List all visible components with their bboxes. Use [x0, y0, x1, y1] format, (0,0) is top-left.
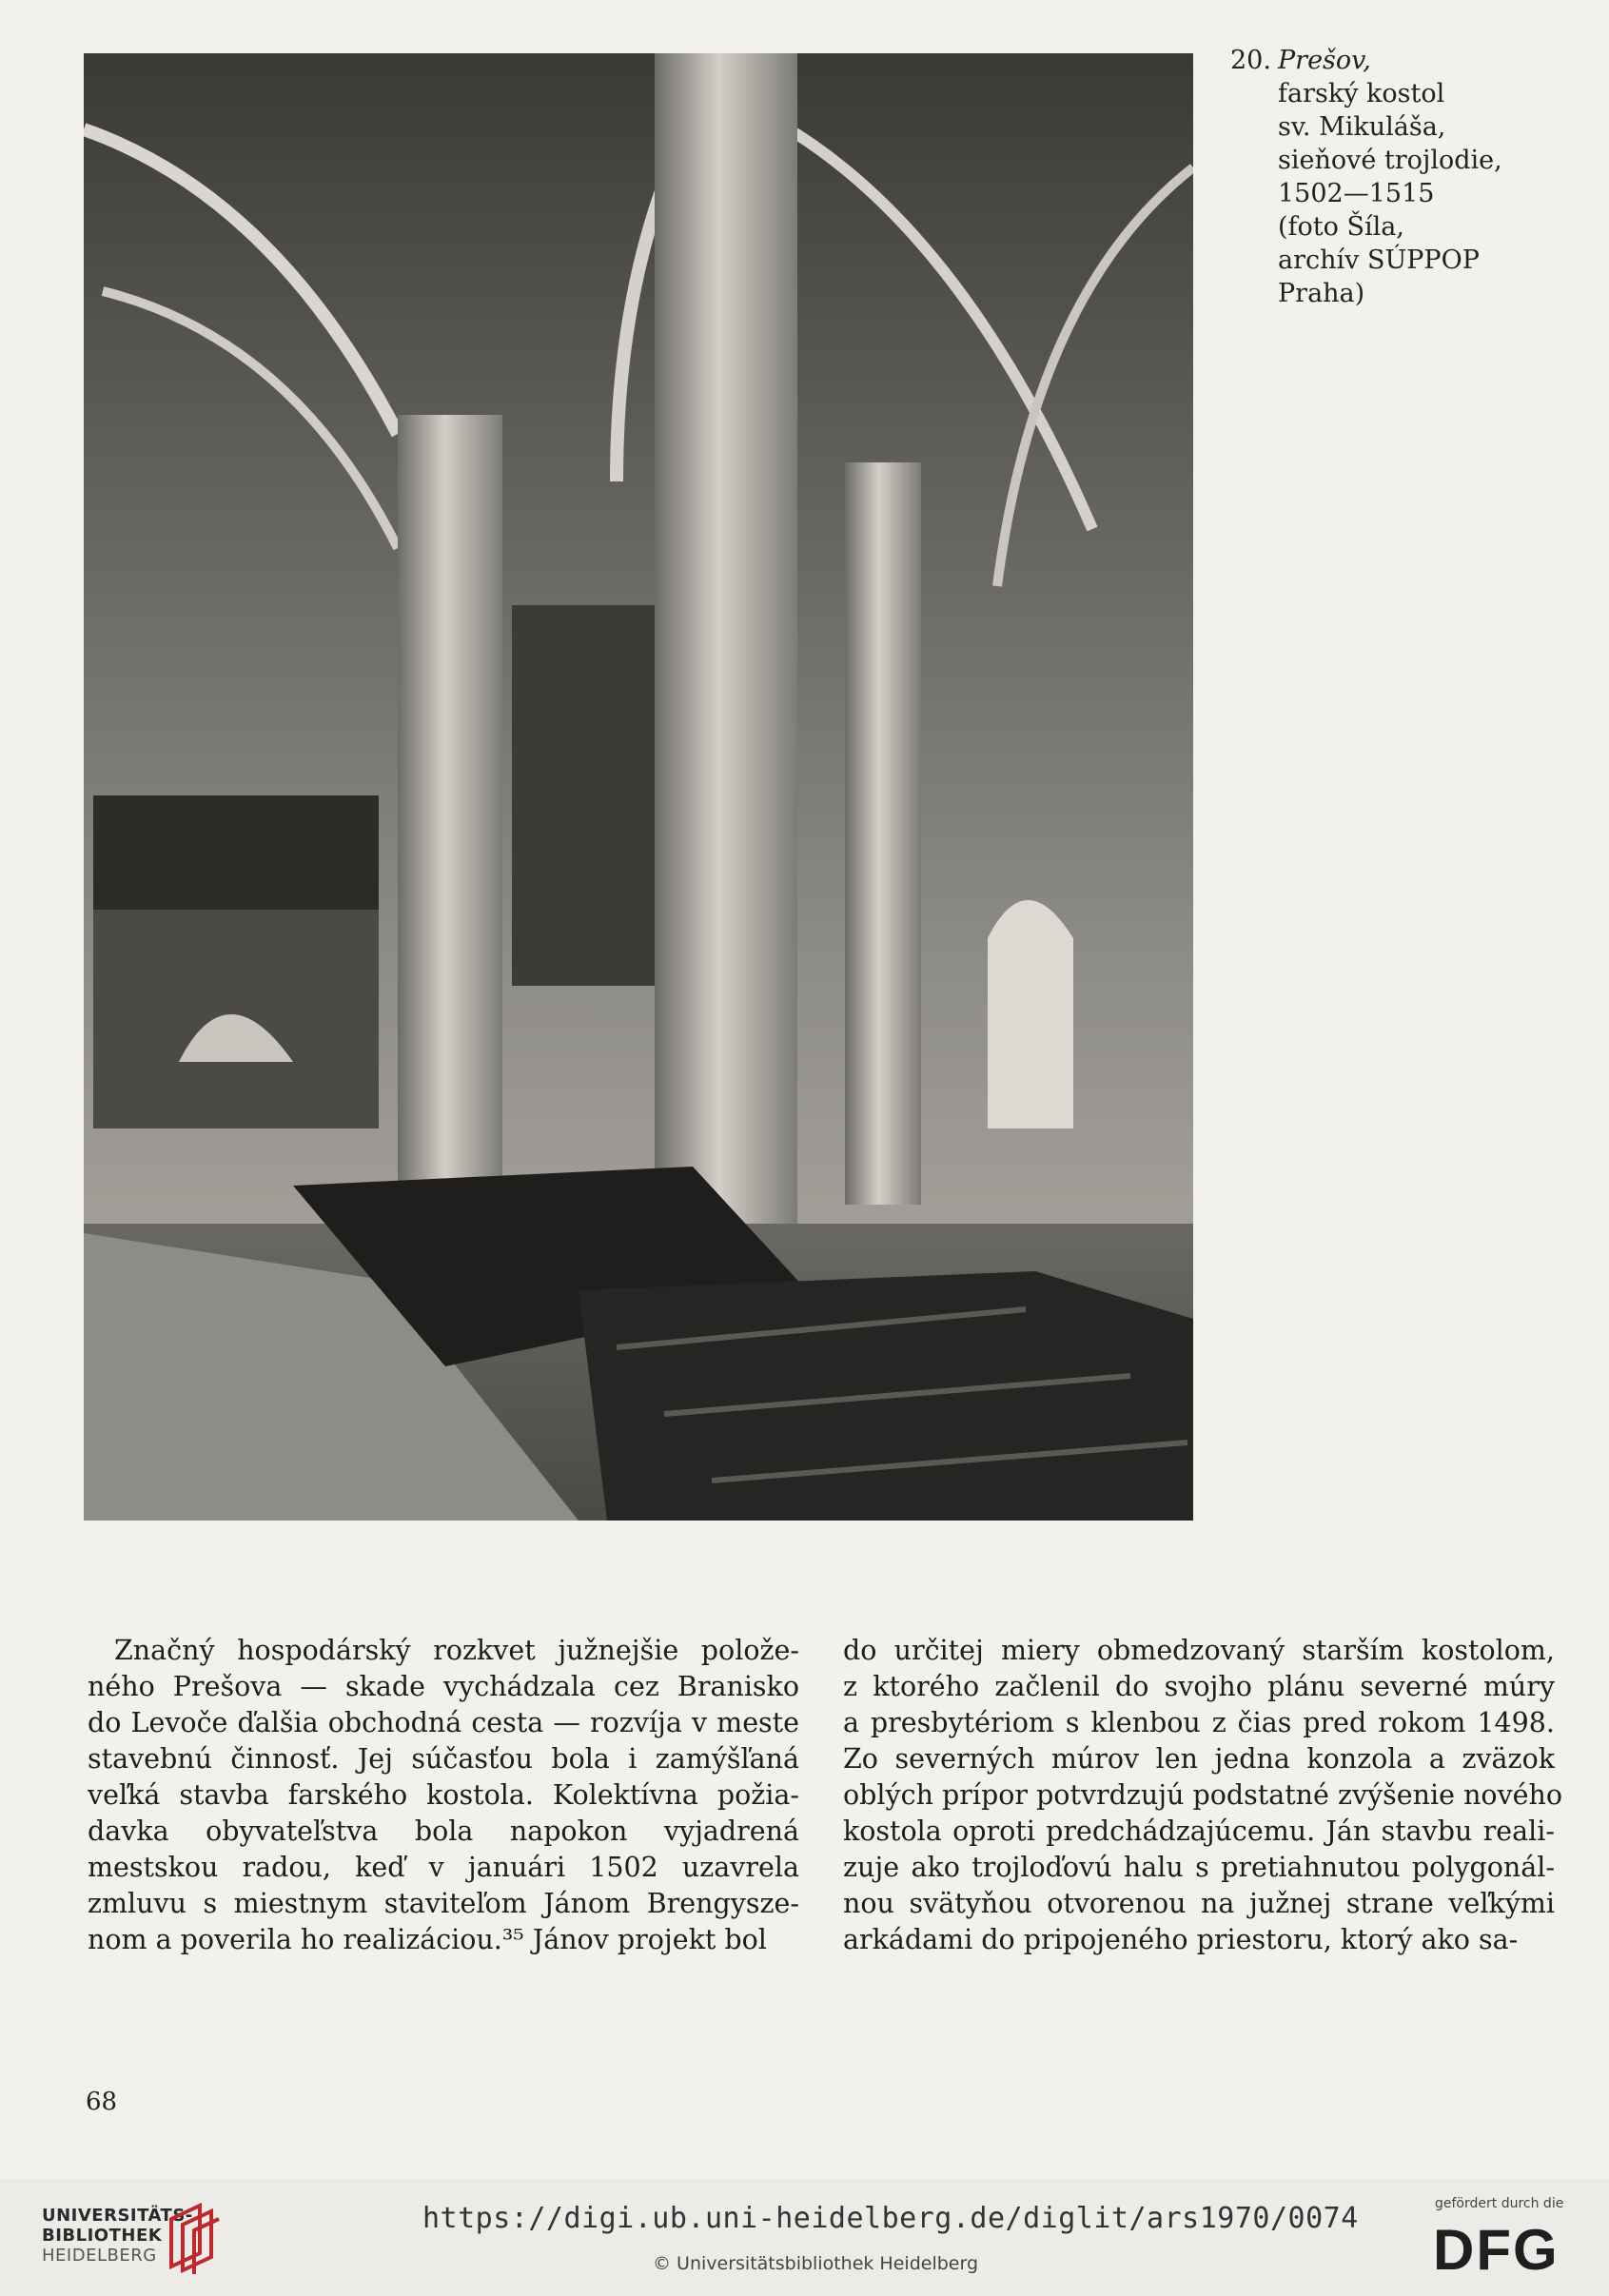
library-name-line: BIBLIOTHEK [42, 2226, 163, 2246]
caption-line: (foto Šíla, [1278, 212, 1404, 242]
text-line: zmluvu s miestnym staviteľom Jánom Brengysze- [88, 1888, 799, 1919]
body-column-left [88, 1633, 799, 1958]
caption-place: Prešov, [1278, 46, 1371, 75]
funding-label: gefördert durch die [1435, 2196, 1564, 2211]
dfg-logo: DFG [1433, 2218, 1560, 2282]
text-line: mestskou radou, keď v januári 1502 uzavrela [88, 1852, 799, 1883]
body-column-right [843, 1633, 1563, 1958]
library-name-line: UNIVERSITÄTS- [42, 2206, 193, 2226]
church-interior-photo [84, 53, 1193, 1521]
text-line: stavebnú činnosť. Jej súčasťou bola i zamýšľaná [88, 1743, 799, 1775]
caption-line: sv. Mikuláša, [1278, 112, 1446, 142]
library-logo-icon [162, 2200, 225, 2276]
caption-line: sieňové trojlodie, [1278, 146, 1502, 175]
text-line: kostola oproti predchádzajúcemu. Ján stavbu reali- [843, 1815, 1555, 1847]
text-line: veľká stavba farského kostola. Kolektívna požia- [88, 1779, 799, 1811]
caption-line: archív SÚPPOP [1278, 245, 1480, 275]
text-line: Značný hospodárský rozkvet južnejšie polože- [114, 1635, 799, 1666]
caption-line: Praha) [1278, 279, 1365, 308]
library-name-line: HEIDELBERG [42, 2246, 157, 2266]
text-line: zuje ako trojloďovú halu s pretiahnutou polygonál- [843, 1852, 1555, 1883]
caption-line: 1502—1515 [1278, 179, 1435, 208]
text-line: z ktorého začlenil do svojho plánu severné múry [843, 1671, 1555, 1702]
text-line: nom a poverila ho realizáciou.³⁵ Jánov projekt bol [88, 1924, 767, 1955]
page-number: 68 [86, 2088, 118, 2116]
text-line: nou svätyňou otvorenou na južnej strane veľkými [843, 1888, 1555, 1919]
text-line: oblých prípor potvrdzujú podstatné zvýšenie nového [843, 1779, 1563, 1811]
text-line: Zo severných múrov len jedna konzola a zväzok [843, 1743, 1555, 1775]
text-line: a presbytériom s klenbou z čias pred rokom 1498. [843, 1707, 1555, 1738]
caption-number: 20. [1230, 46, 1271, 75]
permalink-url[interactable]: https://digi.ub.uni-heidelberg.de/diglit/ars1970/0074 [422, 2202, 1359, 2235]
text-line: arkádami do pripojeného priestoru, ktorý ako sa- [843, 1924, 1519, 1955]
digitization-footer [0, 2179, 1609, 2296]
text-line: ného Prešova — skade vychádzala cez Branisko [88, 1671, 799, 1702]
text-line: do Levoče ďalšia obchodná cesta — rozvíja v meste [88, 1707, 799, 1738]
text-line: davka obyvateľstva bola napokon vyjadrená [88, 1815, 799, 1847]
caption-line: farský kostol [1278, 79, 1445, 108]
photo-caption [1230, 44, 1544, 310]
copyright-notice: © Universitätsbibliothek Heidelberg [653, 2253, 979, 2274]
text-line: do určitej miery obmedzovaný starším kostolom, [843, 1635, 1555, 1666]
